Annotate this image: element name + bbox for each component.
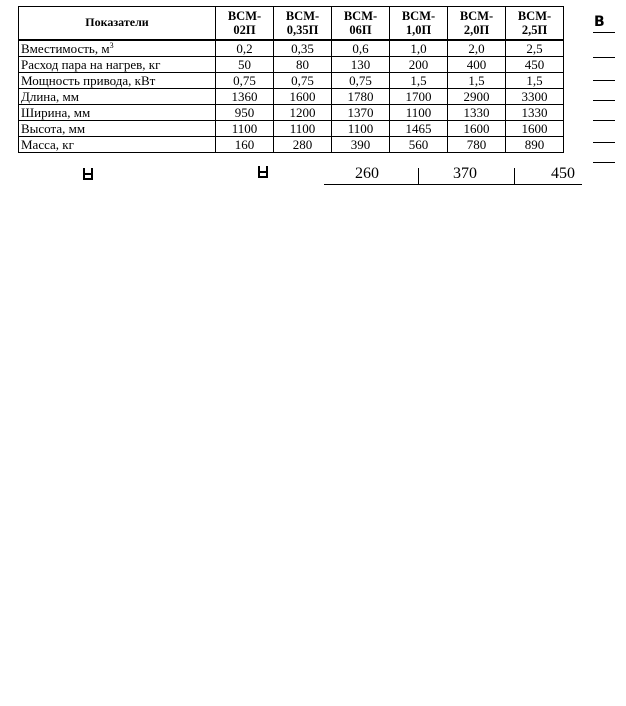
table-cell: 0,75 — [216, 73, 274, 89]
header-model: ВСМ- 2,5П — [506, 7, 564, 41]
margin-line — [593, 120, 615, 121]
table-row — [19, 105, 564, 121]
row-label: Расход пара на нагрев, кг — [19, 57, 216, 73]
table-cell: 0,35 — [274, 40, 332, 57]
header-model: ВСМ- 2,0П — [448, 7, 506, 41]
spec-table-container — [18, 6, 564, 153]
table-cell: 450 — [506, 57, 564, 73]
table-cell: 130 — [332, 57, 390, 73]
table-cell: 0,6 — [332, 40, 390, 57]
dimension-value: 450 — [551, 165, 575, 182]
table-row — [19, 89, 564, 105]
table-cell: 50 — [216, 57, 274, 73]
table-cell: 0,2 — [216, 40, 274, 57]
table-cell: 1,5 — [448, 73, 506, 89]
table-cell: 1100 — [390, 105, 448, 121]
table-row — [19, 57, 564, 73]
table-cell: 1600 — [506, 121, 564, 137]
margin-line — [593, 100, 615, 101]
margin-line — [593, 32, 615, 33]
table-cell: 1100 — [216, 121, 274, 137]
margin-line — [593, 142, 615, 143]
table-cell: 1100 — [274, 121, 332, 137]
dimension-tick — [418, 168, 419, 185]
table-cell: 1700 — [390, 89, 448, 105]
table-cell: 280 — [274, 137, 332, 153]
header-model: ВСМ- 1,0П — [390, 7, 448, 41]
bracket-icon — [258, 166, 268, 178]
table-cell: 1780 — [332, 89, 390, 105]
table-cell: 1,0 — [390, 40, 448, 57]
bottom-dimension-row — [0, 160, 626, 190]
row-label: Мощность привода, кВт — [19, 73, 216, 89]
dimension-value: 370 — [453, 165, 477, 182]
table-cell: 2,5 — [506, 40, 564, 57]
table-row — [19, 137, 564, 153]
table-cell: 1100 — [332, 121, 390, 137]
table-cell: 1330 — [506, 105, 564, 121]
table-cell: 390 — [332, 137, 390, 153]
table-cell: 0,75 — [332, 73, 390, 89]
table-cell: 2,0 — [448, 40, 506, 57]
table-cell: 200 — [390, 57, 448, 73]
dimension-value: 260 — [355, 165, 379, 182]
table-cell: 950 — [216, 105, 274, 121]
table-cell: 780 — [448, 137, 506, 153]
table-cell: 1370 — [332, 105, 390, 121]
header-model: ВСМ- 02П — [216, 7, 274, 41]
table-cell: 1465 — [390, 121, 448, 137]
table-cell: 3300 — [506, 89, 564, 105]
table-cell: 160 — [216, 137, 274, 153]
table-cell: 1,5 — [390, 73, 448, 89]
header-model: ВСМ- 06П — [332, 7, 390, 41]
header-parameter: Показатели — [19, 7, 216, 41]
table-cell: 1600 — [448, 121, 506, 137]
dimension-rule — [324, 184, 582, 185]
row-label: Ширина, мм — [19, 105, 216, 121]
row-label: Длина, мм — [19, 89, 216, 105]
table-cell: 2900 — [448, 89, 506, 105]
table-cell: 1600 — [274, 89, 332, 105]
dimension-tick — [514, 168, 515, 185]
spec-table — [18, 6, 564, 153]
row-label: Масса, кг — [19, 137, 216, 153]
header-model: ВСМ- 0,35П — [274, 7, 332, 41]
table-cell: 1200 — [274, 105, 332, 121]
margin-line — [593, 80, 615, 81]
row-label: Высота, мм — [19, 121, 216, 137]
table-cell: 1360 — [216, 89, 274, 105]
table-row — [19, 40, 564, 57]
table-cell: 400 — [448, 57, 506, 73]
table-row — [19, 73, 564, 89]
table-cell: 80 — [274, 57, 332, 73]
table-cell: 1,5 — [506, 73, 564, 89]
bracket-icon — [83, 168, 93, 180]
margin-letter: В — [594, 14, 605, 30]
table-cell: 0,75 — [274, 73, 332, 89]
table-header-row — [19, 7, 564, 41]
table-cell: 560 — [390, 137, 448, 153]
table-cell: 1330 — [448, 105, 506, 121]
table-row — [19, 121, 564, 137]
row-label: Вместимость, $м^3$ — [19, 40, 216, 57]
table-cell: 890 — [506, 137, 564, 153]
margin-line — [593, 57, 615, 58]
